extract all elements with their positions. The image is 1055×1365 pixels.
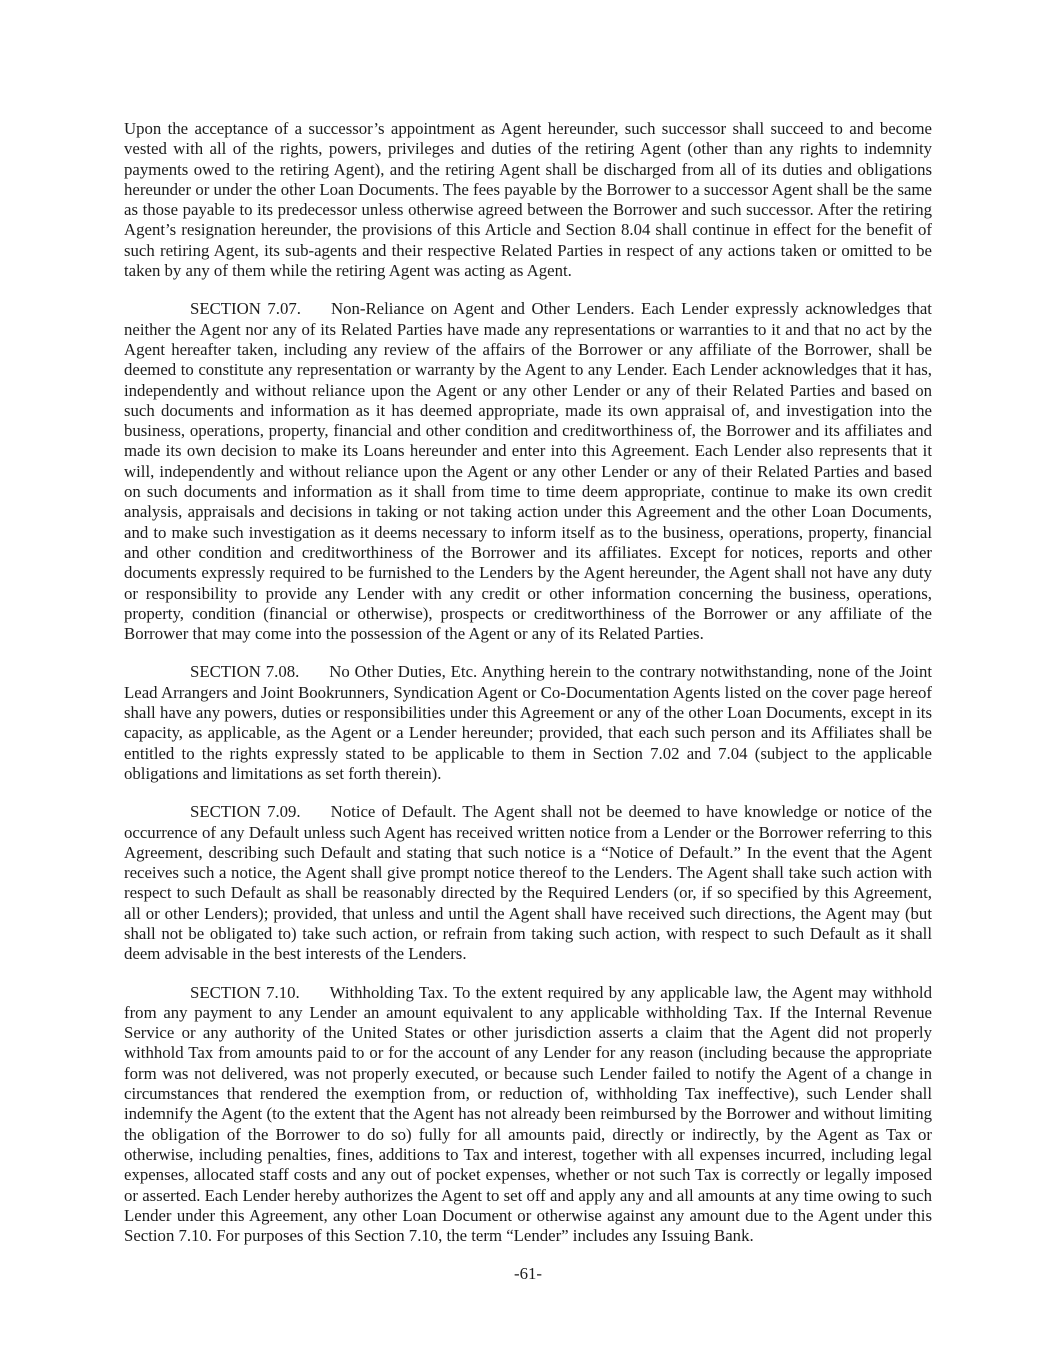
section-label: SECTION 7.10. <box>190 982 300 1002</box>
page-footer <box>124 1264 932 1284</box>
section-body: To the extent required by any applicable law, the Agent may withhold from any payment to any Lender an amount equivalent to any applicable withholding Tax. If the Internal Revenue Service or any authority of the United States or other jurisdiction asserts a claim that the Agent did not properly withhold Tax from amounts paid to or for the account of any Lender for any reason (including because the appropriate form was not delivered, was not properly executed, or because such Lender failed to notify the Agent of a change in circumstances that rendered the exemption from, or reduction of, withholding Tax ineffective), such Lender shall indemnify the Agent (to the extent that the Agent has not already been reimbursed by the Borrower and without limiting the obligation of the Borrower to do so) fully for all amounts paid, directly or indirectly, by the Agent as Tax or otherwise, including penalties, fines, additions to Tax and interest, together with all expenses incurred, including legal expenses, allocated staff costs and any out of pocket expenses, whether or not such Tax is correctly or legally imposed or asserted. Each Lender hereby authorizes the Agent to set off and apply any and all amounts at any time owing to such Lender under this Agreement, any other Loan Document or otherwise against any amount due to the Agent under this Section 7.10. For purposes of this Section 7.10, the term “Lender” includes any Issuing Bank. <box>124 982 932 1246</box>
section-heading: Non-Reliance on Agent and Other Lenders. <box>330 299 635 319</box>
paragraph-section-7-10 <box>124 983 932 1247</box>
section-label: SECTION 7.09. <box>190 802 301 822</box>
section-label: SECTION 7.08. <box>190 662 300 682</box>
section-body: The Agent shall not be deemed to have knowledge or notice of the occurrence of any Default unless such Agent has received written notice from a Lender or the Borrower referring to this Agreement, describing such Default and stating that such notice is a “Notice of Default.” In the event that the Agent receives such a notice, the Agent shall give prompt notice thereof to the Lenders. The Agent shall take such action with respect to such Default as shall be reasonably directed by the Required Lenders (or, if so specified by this Agreement, all or other Lenders); provided, that unless and until the Agent shall have received such directions, the Agent may (but shall not be obligated to) take such action, or refrain from taking such action, with respect to such Default as it shall deem advisable in the best interests of the Lenders. <box>124 802 932 964</box>
section-body: Anything herein to the contrary notwithstanding, none of the Joint Lead Arrangers and Joint Bookrunners, Syndication Agent or Co-Documentation Agents listed on the cover page hereof shall have any powers, duties or responsibilities under this Agreement or any of the other Loan Documents, except in its capacity, as applicable, as the Agent or a Lender hereunder; provided, that each such person and its Affiliates shall be entitled to the rights expressly stated to be applicable to them in Section 7.02 and 7.04 (subject to the applicable obligations and limitations as set forth therein). <box>124 662 932 783</box>
section-heading: No Other Duties, Etc. <box>329 662 478 682</box>
page-number: -61- <box>514 1264 542 1284</box>
paragraph-section-7-09 <box>124 802 932 964</box>
paragraph-continuation <box>124 119 932 281</box>
paragraph-section-7-08 <box>124 662 932 784</box>
section-label: SECTION 7.07. <box>190 299 301 319</box>
section-heading: Withholding Tax. <box>329 982 448 1002</box>
paragraph-section-7-07 <box>124 299 932 644</box>
section-heading: Notice of Default. <box>330 802 457 822</box>
paragraph-text: Upon the acceptance of a successor’s appointment as Agent hereunder, such successor shall succeed to and become vested with all of the rights, powers, privileges and duties of the retiring Agent (other than any rights to indemnity payments owed to the retiring Agent), and the retiring Agent shall be discharged from all of its duties and obligations hereunder or under the other Loan Documents. The fees payable by the Borrower to a successor Agent shall be the same as those payable to its predecessor unless otherwise agreed between the Borrower and such successor. After the retiring Agent’s resignation hereunder, the provisions of this Article and Section 8.04 shall continue in effect for the benefit of such retiring Agent, its sub-agents and their respective Related Parties in respect of any actions taken or omitted to be taken by any of them while the retiring Agent was acting as Agent. <box>124 119 932 281</box>
section-body: Each Lender expressly acknowledges that neither the Agent nor any of its Related Parties have made any representations or warranties to it and that no act by the Agent hereafter taken, including any review of the affairs of the Borrower or any affiliate of the Borrower, shall be deemed to constitute any representation or warranty by the Agent to any Lender. Each Lender acknowledges that it has, independently and without reliance upon the Agent or any other Lender or any of their Related Parties and based on such documents and information as it has deemed appropriate, made its own appraisal of, and investigation into the business, operations, property, financial and other condition and creditworthiness of, the Borrower and its affiliates and made its own decision to make its Loans hereunder and enter into this Agreement. Each Lender also represents that it will, independently and without reliance upon the Agent or any other Lender or any of their Related Parties and based on such documents and information as it shall from time to time deem appropriate, continue to make its own credit analysis, appraisals and decisions in taking or not taking action under this Agreement and the other Loan Documents, and to make such investigation as it deems necessary to inform itself as to the business, operations, property, financial and other condition and creditworthiness of the Borrower and its affiliates. Except for notices, reports and other documents expressly required to be furnished to the Lenders by the Agent hereunder, the Agent shall not have any duty or responsibility to provide any Lender with any credit or other information concerning the business, operations, property, condition (financial or otherwise), prospects or creditworthiness of the Borrower or any affiliate of the Borrower that may come into the possession of the Agent or any of its Related Parties. <box>124 299 932 644</box>
